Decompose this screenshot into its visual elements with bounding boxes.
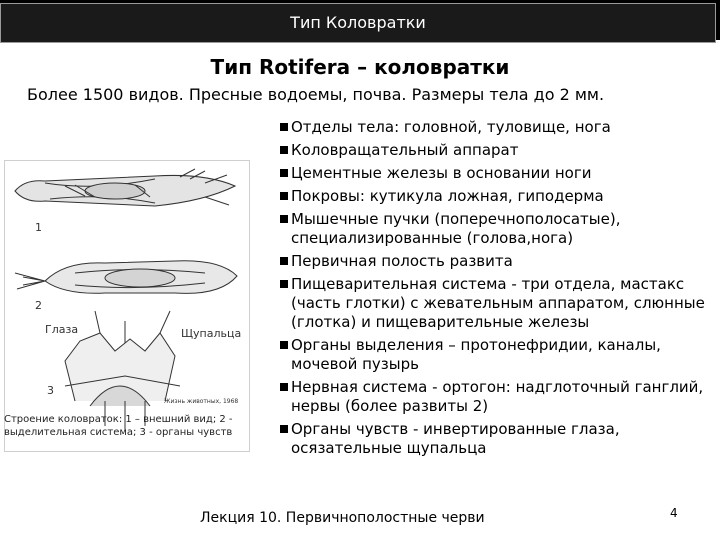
bullet-marker — [280, 425, 288, 433]
bullet-marker — [280, 383, 288, 391]
bullet-text: Цементные железы в основании ноги — [291, 164, 592, 182]
figure-label-2: 2 — [35, 299, 42, 312]
bullet-item — [278, 378, 714, 416]
figure-label-1: 1 — [35, 221, 42, 234]
bullet-item — [278, 141, 714, 160]
figure-label-3: 3 — [47, 384, 54, 397]
bullet-marker — [280, 215, 288, 223]
bullet-item — [278, 336, 714, 374]
bullet-text: Первичная полость развита — [291, 252, 513, 270]
rotifer-figure — [4, 160, 250, 452]
bullet-text: Мышечные пучки (поперечнополосатые), специализированные (голова,нога) — [291, 210, 621, 247]
bullet-item — [278, 420, 714, 458]
page-number: 4 — [670, 506, 678, 520]
bullet-marker — [280, 257, 288, 265]
bullet-item — [278, 164, 714, 183]
figure-label-eyes: Глаза — [45, 323, 79, 336]
bullet-text: Покровы: кутикула ложная, гиподерма — [291, 187, 604, 205]
bullet-marker — [280, 341, 288, 349]
slide-intro: Более 1500 видов. Пресные водоемы, почва. Размеры тела до 2 мм. — [27, 85, 605, 104]
top-title: Тип Коловратки — [0, 3, 716, 43]
bullet-item — [278, 118, 714, 137]
figure-label-tentacles: Щупальца — [181, 327, 242, 340]
top-title-bar — [0, 0, 720, 40]
bullet-marker — [280, 280, 288, 288]
slide-heading: Тип Rotifera – коловратки — [210, 55, 510, 79]
bullet-marker — [280, 123, 288, 131]
bullet-text: Органы выделения – протонефридии, каналы, мочевой пузырь — [291, 336, 661, 373]
bullet-marker — [280, 169, 288, 177]
figure-source: Жизнь животных, 1968 — [164, 398, 239, 405]
bullet-list — [278, 118, 714, 462]
bullet-item — [278, 187, 714, 206]
bullet-item — [278, 252, 714, 271]
bullet-item — [278, 210, 714, 248]
figure-caption: Строение коловраток: 1 – внешний вид; 2 - выделительная система; 3 - органы чувств — [4, 414, 233, 438]
bullet-text: Нервная система - ортогон: надглоточный ганглий, нервы (более развиты 2) — [291, 378, 704, 415]
slide-footer: Лекция 10. Первичнополостные черви — [200, 510, 485, 526]
bullet-marker — [280, 192, 288, 200]
bullet-item — [278, 275, 714, 332]
bullet-text: Отделы тела: головной, туловище, нога — [291, 118, 611, 136]
bullet-text: Органы чувств - инвертированные глаза, осязательные щупальца — [291, 420, 620, 457]
bullet-marker — [280, 146, 288, 154]
bullet-text: Пищеварительная система - три отдела, мастакс (часть глотки) с жевательным аппаратом, слюнные (глотка) и пищеварительные железы — [291, 275, 705, 331]
bullet-text: Коловращательный аппарат — [291, 141, 519, 159]
